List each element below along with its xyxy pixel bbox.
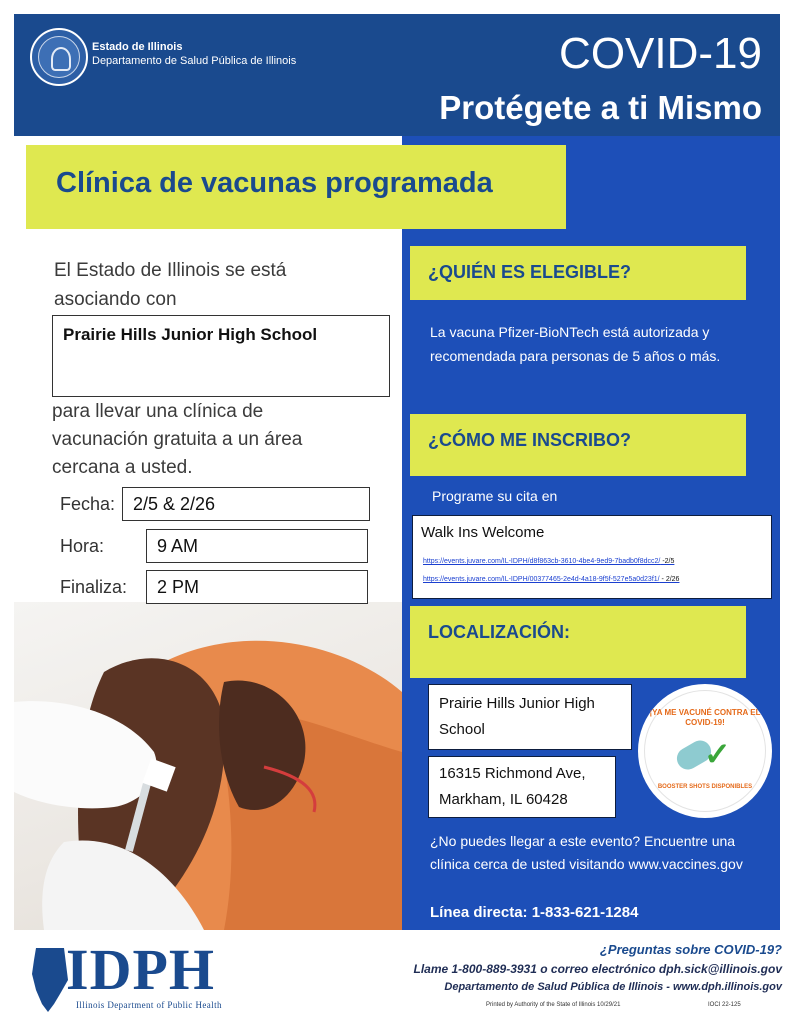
illinois-map-icon	[30, 946, 70, 1014]
time-field	[146, 529, 368, 563]
location-name-box	[428, 684, 632, 750]
time-value: 9 AM	[157, 536, 199, 556]
footer-website: Departamento de Salud Pública de Illinois - www.dph.illinois.gov	[444, 981, 782, 993]
location-heading-bar	[410, 606, 746, 678]
hotline: Línea directa: 1-833-621-1284	[430, 904, 639, 921]
date-field	[122, 487, 370, 521]
end-value: 2 PM	[157, 577, 200, 597]
end-field	[146, 570, 368, 604]
eligibility-heading-bar	[410, 246, 746, 300]
location-address: 16315 Richmond Ave, Markham, IL 60428	[439, 765, 586, 808]
signup-heading: ¿CÓMO ME INSCRIBO?	[428, 430, 631, 450]
clinic-heading: Clínica de vacunas programada	[56, 167, 493, 199]
department-name: Departamento de Salud Pública de Illinois	[92, 55, 297, 67]
location-name: Prairie Hills Junior High School	[439, 695, 595, 738]
time-label: Hora:	[60, 536, 105, 556]
eligibility-heading: ¿QUIÉN ES ELEGIBLE?	[428, 262, 632, 282]
badge-top-text: ¡YA ME VACUNÉ CONTRA EL COVID-19!	[649, 708, 761, 727]
registration-link-2[interactable]: https://events.juvare.com/IL-IDPH/00377465-2e4d-4a18-9f5f-527e5a0d23f1/ - 2/26	[423, 576, 680, 583]
location-heading: LOCALIZACIÓN:	[428, 622, 570, 642]
header-banner	[14, 14, 780, 136]
printed-by: Printed by Authority of the State of Illinois 10/29/21	[486, 1002, 621, 1008]
partner-field	[52, 315, 390, 397]
footer-question: ¿Preguntas sobre COVID-19?	[599, 942, 782, 957]
partner-name: Prairie Hills Junior High School	[63, 325, 318, 344]
check-icon: ✓	[704, 736, 731, 772]
vaccinated-badge	[638, 684, 772, 818]
eligibility-text: La vacuna Pfizer-BioNTech está autorizada y recomendada para personas de 5 años o más.	[430, 324, 721, 364]
idph-department-name: Illinois Department of Public Health	[76, 1000, 222, 1010]
ioci-number: IOCI 22-125	[708, 1002, 741, 1008]
intro-text: El Estado de Illinois se está asociando con	[54, 260, 287, 310]
footer-contact: Llame 1-800-889-3931 o correo electrónico dph.sick@illinois.gov	[413, 962, 782, 976]
location-address-box	[428, 756, 616, 818]
agency-name	[92, 40, 296, 68]
alternative-text: ¿No puedes llegar a este evento? Encuentre una clínica cerca de usted visitando www.vaccines.gov	[430, 833, 743, 872]
page-title: COVID-19	[559, 29, 762, 78]
vaccination-photo	[14, 602, 402, 930]
walk-ins-title: Walk Ins Welcome	[421, 524, 545, 541]
signup-heading-bar	[410, 414, 746, 476]
registration-link-1[interactable]: https://events.juvare.com/IL-IDPH/d8f863cb-3610-4be4-9ed9-7badb0f8dcc2/ -2/5	[423, 558, 675, 565]
page-subtitle: Protégete a ti Mismo	[439, 89, 762, 126]
signup-text: Programe su cita en	[432, 488, 558, 504]
purpose-text: para llevar una clínica de vacunación gratuita a un área cercana a usted.	[52, 401, 303, 478]
idph-logo: IDPH	[66, 937, 215, 1002]
signup-box	[412, 515, 772, 599]
date-value: 2/5 & 2/26	[133, 494, 216, 514]
state-name: Estado de Illinois	[92, 41, 183, 53]
badge-bottom-text: BOOSTER SHOTS DISPONIBLES	[657, 784, 753, 790]
clinic-banner	[26, 145, 566, 229]
end-label: Finaliza:	[60, 577, 128, 597]
date-label: Fecha:	[60, 494, 116, 514]
illinois-seal-icon	[30, 28, 88, 86]
